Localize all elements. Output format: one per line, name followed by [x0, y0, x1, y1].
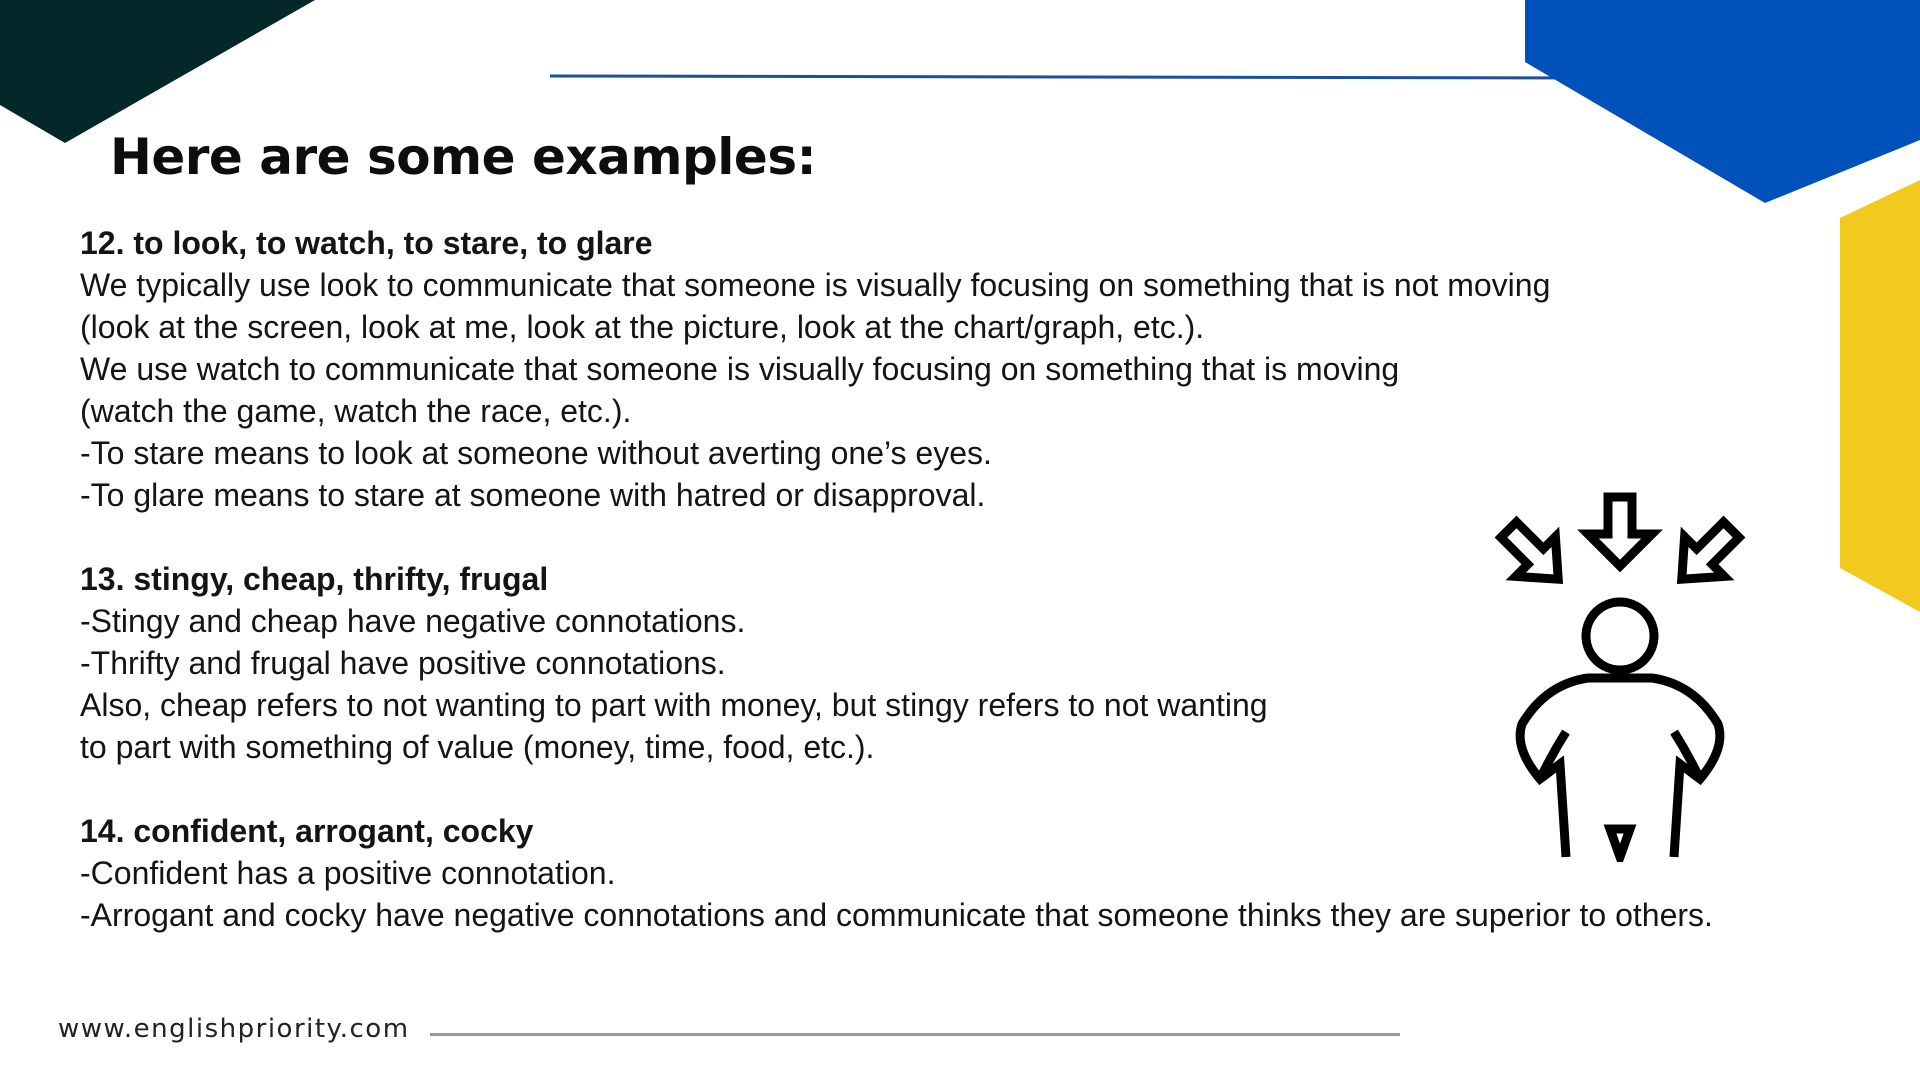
section-line: -Thrifty and frugal have positive connotations. [80, 645, 726, 681]
section-line: -Stingy and cheap have negative connotations. [80, 603, 746, 639]
section-line: We use watch to communicate that someone is visually focusing on something that is moving [80, 351, 1400, 387]
section-line: We typically use look to communicate that someone is visually focusing on something that is not moving [80, 267, 1551, 303]
section-line: Also, cheap refers to not wanting to part with money, but stingy refers to not wanting [80, 687, 1268, 723]
top-rule [550, 76, 1615, 78]
section-heading: 14. confident, arrogant, cocky [80, 813, 534, 849]
section-line: -Confident has a positive connotation. [80, 855, 616, 891]
section-line: (watch the game, watch the race, etc.). [80, 393, 632, 429]
section-line: (look at the screen, look at me, look at the picture, look at the chart/graph, etc.). [80, 309, 1205, 345]
person-head [1586, 602, 1654, 670]
section-heading: 13. stingy, cheap, thrifty, frugal [80, 561, 549, 597]
arrow-down-right-icon [1489, 510, 1578, 599]
footer-rule [430, 1033, 1400, 1036]
section-line: -To stare means to look at someone without averting one’s eyes. [80, 435, 992, 471]
section-line: to part with something of value (money, time, food, etc.). [80, 729, 875, 765]
example-section-12 [80, 222, 1905, 516]
person-attention-arrows-icon [1480, 492, 1770, 862]
section-line: -To glare means to stare at someone with hatred or disapproval. [80, 477, 986, 513]
blue-corner-shape [1525, 0, 1920, 203]
arrow-down-left-icon [1662, 510, 1751, 599]
footer-url[interactable]: www.englishpriority.com [58, 1014, 410, 1044]
section-line: -Arrogant and cocky have negative connotations and communicate that someone thinks they are superior to others. [80, 897, 1713, 933]
arrow-down-icon [1588, 497, 1652, 566]
section-heading: 12. to look, to watch, to stare, to glare [80, 225, 653, 261]
page-title: Here are some examples: [110, 128, 817, 186]
dark-corner-triangle [0, 0, 315, 143]
